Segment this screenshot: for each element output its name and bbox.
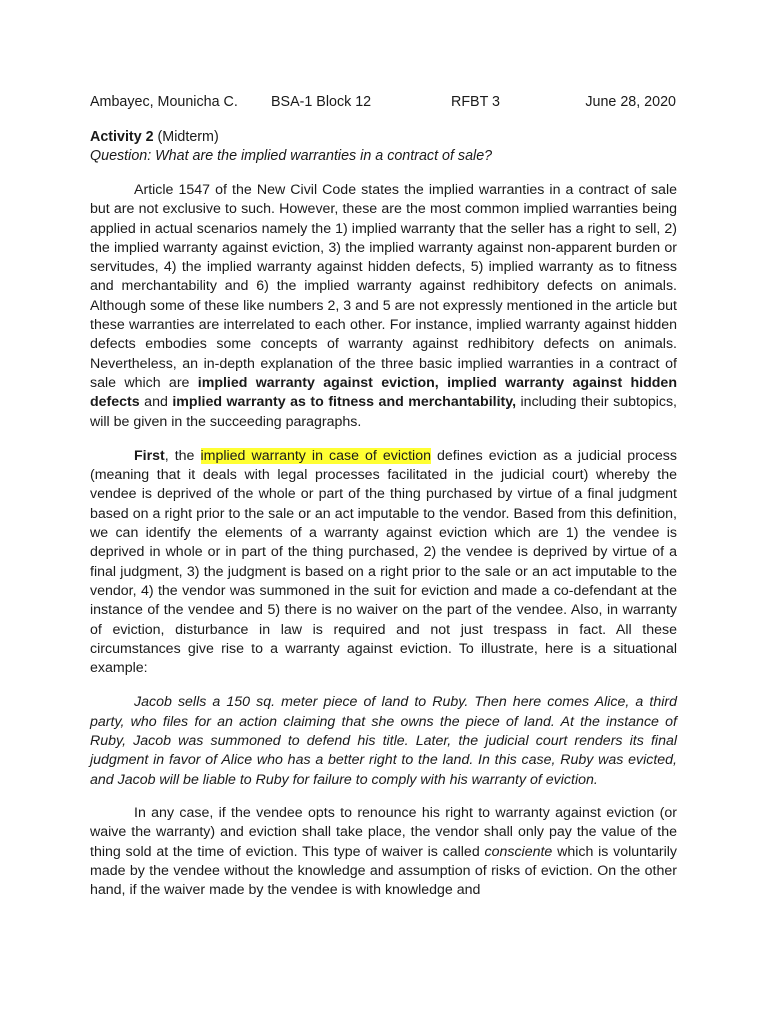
paragraph-text: including their subtopics, will be given in the succeeding paragraphs. bbox=[90, 394, 678, 430]
paragraph-text: defines eviction as a judicial process (meaning that it deals with legal processes facilitated in the judicial court) whereby the vendee is deprived of the whole or part of the thing purchased by virtue of a final judgment based on a right prior to the sale or an act imputable to the vendor. Based from this definition, we can identify the elements of a warranty against eviction which are 1) the vendee is deprived in whole or in part of the thing purchased, 2) the vendee is deprived by virtue of a final judgment, 3) the judgment is based on a right prior to the sale or an act imputable to the vendor, 4) the vendor was summoned in the suit for eviction and made a co-defendant at the instance of the vendee and 5) there is no waiver on the part of the vendee. Also, in warranty of eviction, disturbance in law is required and not just trespass in fact. All these circumstances give rise to a warranty against eviction. To illustrate, here is a situational example: bbox=[90, 447, 677, 677]
highlighted-text: implied warranty in case of eviction bbox=[200, 447, 431, 464]
paragraph-text: In any case, if the vendee opts to renounce his right to warranty against eviction (or waive the warranty) and eviction shall take place, the vendor shall only pay the value of the thing sold at the time of eviction. This type of waiver is called bbox=[90, 804, 677, 860]
paragraph-text: Article 1547 of the New Civil Code states the implied warranties in a contract of sale but are not exclusive to such. However, these are the most common implied warranties being applied in actual scenarios namely the 1) implied warranty that the seller has a right to sell, 2) the implied warranty against eviction, 3) the implied warranty against non-apparent burden or servitudes, 4) the implied warranty against hidden defects, 5) implied warranty as to fitness and merchantability and 6) the implied warranty against redhibitory defects on animals. Although some of these like numbers 2, 3 and 5 are not expressly mentioned in the article but these warranties are interrelated to each other. For instance, implied warranty against hidden defects embodies some concepts of warranty against redhibitory defects on animals. Nevertheless, an in-depth explanation of the three basic implied warranties in a contract of sale which are bbox=[90, 182, 677, 391]
subject-code: RFBT 3 bbox=[451, 94, 500, 110]
question-text: Question: What are the implied warranties in a contract of sale? bbox=[90, 148, 493, 164]
paragraph-eviction bbox=[90, 447, 677, 679]
activity-label: Activity 2 bbox=[90, 129, 154, 145]
activity-term: (Midterm) bbox=[153, 129, 219, 145]
italic-text: consciente bbox=[484, 843, 553, 860]
activity-title bbox=[90, 128, 677, 147]
student-name: Ambayec, Mounicha C. bbox=[90, 94, 238, 110]
bold-text: First bbox=[134, 447, 165, 464]
document-date: June 28, 2020 bbox=[585, 94, 676, 110]
bold-text: implied warranty as to fitness and merchantability, bbox=[172, 394, 517, 411]
paragraph-example: Jacob sells a 150 sq. meter piece of land to Ruby. Then here comes Alice, a third party, who files for an action claiming that she owns the piece of land. At the instance of Ruby, Jacob was summoned to defend his title. Later, the judicial court renders its final judgment in favor of Alice who has a better right to the land. In this case, Ruby was evicted, and Jacob will be liable to Ruby for failure to comply with his warranty of eviction. bbox=[90, 694, 677, 788]
document-header bbox=[90, 92, 677, 112]
course-block: BSA-1 Block 12 bbox=[271, 94, 372, 110]
paragraph-text: , the bbox=[164, 447, 201, 464]
paragraph-text: and bbox=[139, 394, 173, 411]
paragraph-text: which is voluntarily made by the vendee without the knowledge and assumption of risks of eviction. On the other hand, if the waiver made by the vendee is with knowledge and bbox=[90, 843, 677, 899]
document-page bbox=[90, 92, 677, 900]
bold-text: implied warranty against eviction, implied warranty against hidden defects bbox=[90, 374, 677, 411]
paragraph-waiver bbox=[90, 804, 677, 900]
paragraph-intro bbox=[90, 181, 677, 432]
